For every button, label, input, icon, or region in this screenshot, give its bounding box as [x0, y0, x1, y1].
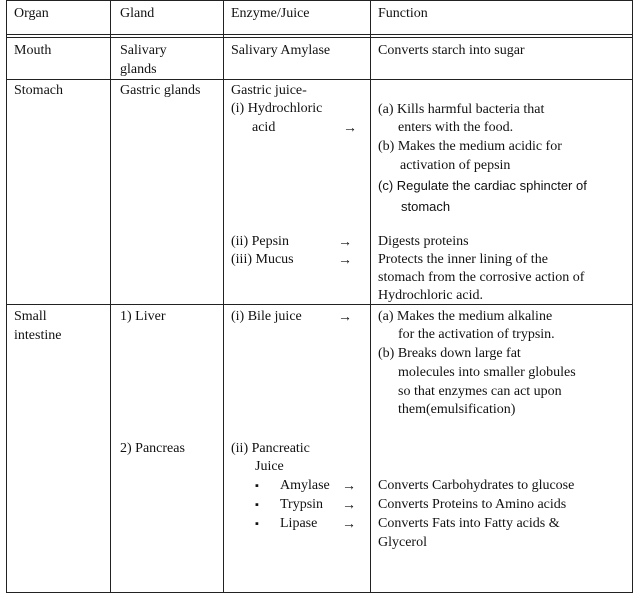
- function-bile-b-1: (b) Breaks down large fat: [378, 346, 521, 361]
- function-mouth: Converts starch into sugar: [378, 43, 525, 58]
- function-bile-a-2: for the activation of trypsin.: [398, 327, 555, 342]
- col-divider-3: [370, 0, 371, 593]
- function-bile-b-3: so that enzymes can act upon: [398, 384, 562, 399]
- gland-salivary-1: Salivary: [120, 43, 167, 58]
- organ-mouth: Mouth: [14, 43, 52, 58]
- function-bile-b-2: molecules into smaller globules: [398, 365, 576, 380]
- border-bottom: [6, 592, 633, 593]
- arrow-pepsin: →: [338, 235, 352, 250]
- header-organ: Organ: [14, 6, 49, 21]
- header-enzyme: Enzyme/Juice: [231, 6, 310, 21]
- function-mucus-3: Hydrochloric acid.: [378, 288, 483, 303]
- arrow-bile: →: [338, 310, 352, 325]
- row-divider-stomach: [6, 304, 633, 305]
- organ-small-intestine-1: Small: [14, 309, 47, 324]
- function-lipase-1: Converts Fats into Fatty acids &: [378, 516, 560, 531]
- enzyme-bile: (i) Bile juice: [231, 309, 302, 324]
- bullet-trypsin: ▪: [255, 499, 259, 511]
- function-hcl-b-2: activation of pepsin: [400, 158, 511, 173]
- border-top: [6, 0, 633, 1]
- function-pepsin: Digests proteins: [378, 234, 469, 249]
- enzyme-mucus: (iii) Mucus: [231, 252, 294, 267]
- row-divider-mouth: [6, 79, 633, 80]
- arrow-amylase: →: [342, 479, 356, 494]
- header-function: Function: [378, 6, 428, 21]
- function-lipase-2: Glycerol: [378, 535, 427, 550]
- header-divider-1: [6, 34, 633, 35]
- header-divider-2: [6, 37, 633, 38]
- enzyme-pepsin: (ii) Pepsin: [231, 234, 289, 249]
- enzyme-hcl-1: (i) Hydrochloric: [231, 101, 323, 116]
- gland-salivary-2: glands: [120, 62, 157, 77]
- function-hcl-c-1: (c) Regulate the cardiac sphincter of: [378, 178, 587, 193]
- function-hcl-b-1: (b) Makes the medium acidic for: [378, 139, 562, 154]
- gland-gastric: Gastric glands: [120, 83, 201, 98]
- bullet-lipase: ▪: [255, 518, 259, 530]
- header-gland: Gland: [120, 6, 155, 21]
- border-right: [632, 0, 633, 593]
- arrow-mucus: →: [338, 253, 352, 268]
- gland-liver: 1) Liver: [120, 309, 166, 324]
- enzyme-amylase: Amylase: [280, 478, 330, 493]
- function-hcl-c-2: stomach: [401, 199, 451, 214]
- bullet-amylase: ▪: [255, 480, 259, 492]
- enzyme-pancreatic-1: (ii) Pancreatic: [231, 441, 310, 456]
- function-hcl-a-1: (a) Kills harmful bacteria that: [378, 102, 545, 117]
- function-amylase: Converts Carbohydrates to glucose: [378, 478, 575, 493]
- gland-pancreas: 2) Pancreas: [120, 441, 185, 456]
- function-mucus-1: Protects the inner lining of the: [378, 252, 548, 267]
- enzyme-hcl-2: acid: [252, 120, 276, 135]
- enzyme-trypsin: Trypsin: [280, 497, 324, 512]
- function-trypsin: Converts Proteins to Amino acids: [378, 497, 567, 512]
- arrow-hcl: →: [343, 121, 357, 136]
- col-divider-2: [223, 0, 224, 593]
- enzyme-salivary-amylase: Salivary Amylase: [231, 43, 331, 58]
- border-left: [6, 0, 7, 593]
- function-mucus-2: stomach from the corrosive action of: [378, 270, 585, 285]
- function-bile-b-4: them(emulsification): [398, 402, 516, 417]
- enzyme-gastric-title: Gastric juice-: [231, 83, 307, 98]
- organ-stomach: Stomach: [14, 83, 63, 98]
- arrow-trypsin: →: [342, 498, 356, 513]
- function-hcl-a-2: enters with the food.: [398, 120, 514, 135]
- enzyme-lipase: Lipase: [280, 516, 318, 531]
- function-bile-a-1: (a) Makes the medium alkaline: [378, 309, 553, 324]
- organ-small-intestine-2: intestine: [14, 328, 62, 343]
- arrow-lipase: →: [342, 517, 356, 532]
- col-divider-1: [110, 0, 111, 593]
- enzyme-pancreatic-2: Juice: [255, 459, 284, 474]
